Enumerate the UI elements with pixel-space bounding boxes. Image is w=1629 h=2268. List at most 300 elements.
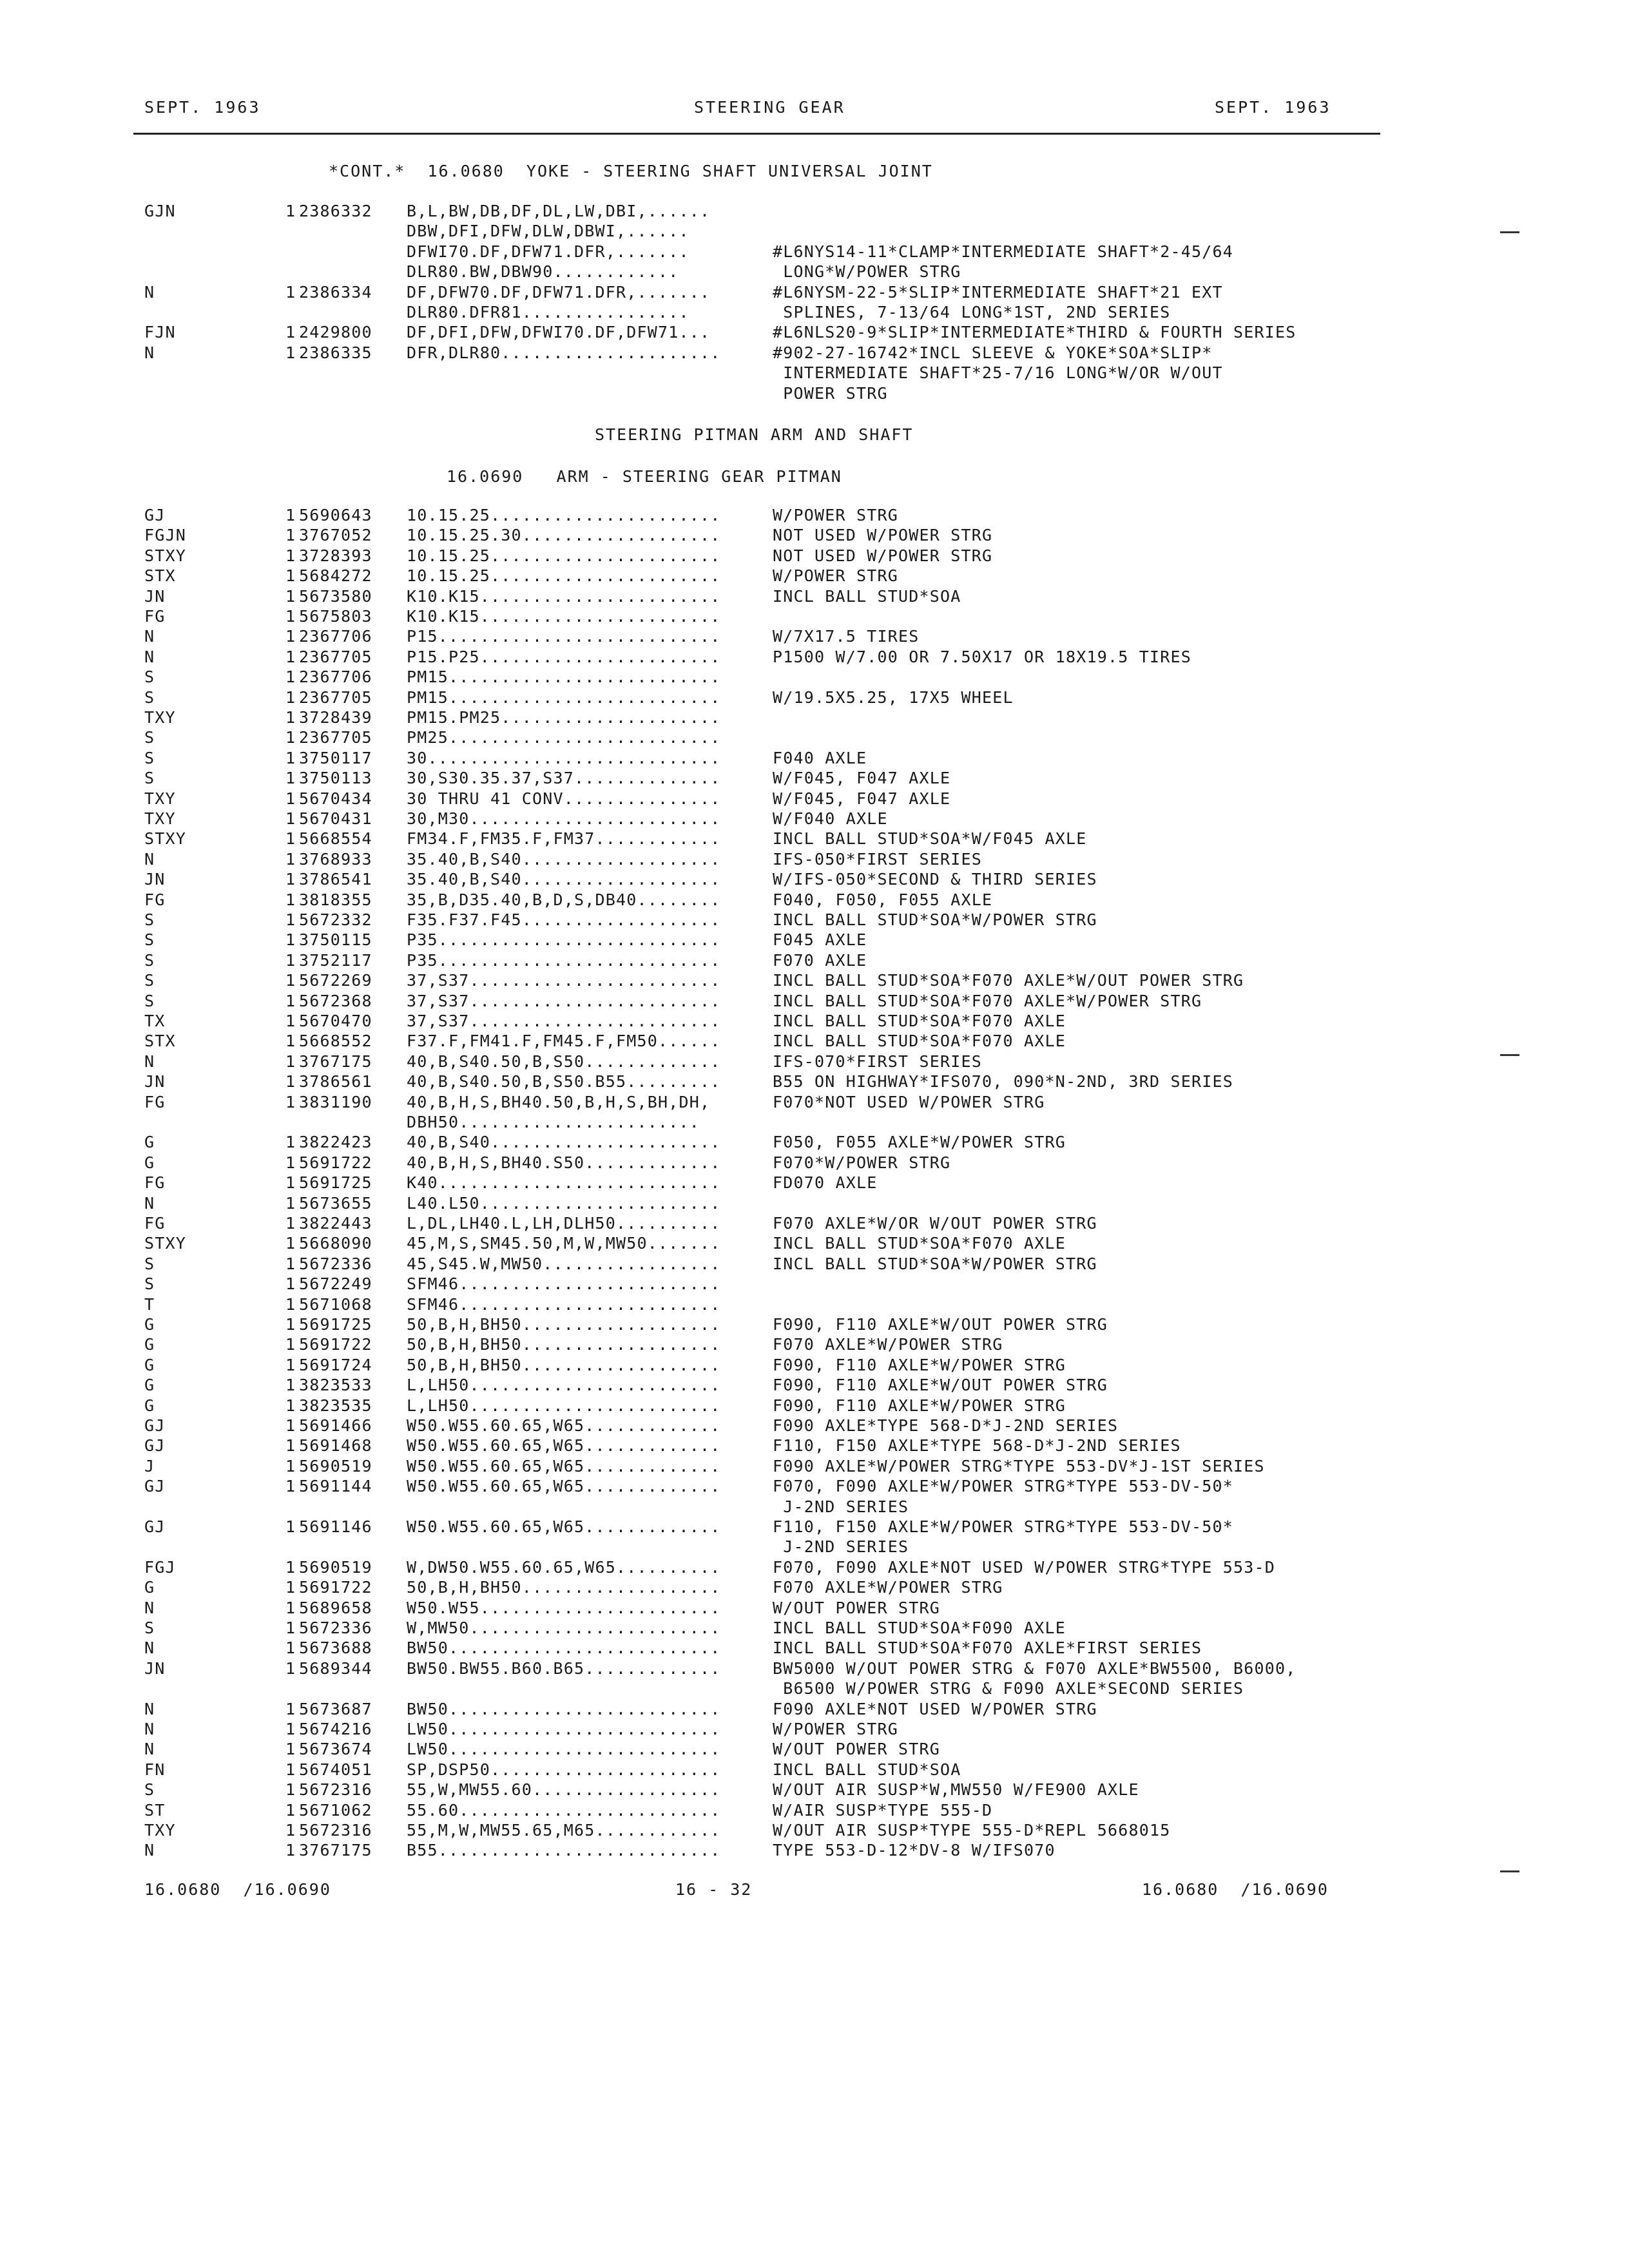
part-number: 5672249 [299,1274,372,1294]
model-code: S [144,1619,155,1637]
part-number: 2386335 [299,343,372,362]
model-code: TXY [144,789,176,808]
application: DFWI70.DF,DFW71.DFR,....... [407,242,689,261]
part-number: 5673688 [299,1639,372,1658]
model-code: N [144,1699,155,1718]
part-number: 2386334 [299,282,372,302]
application: 10.15.25...................... [407,546,721,565]
model-code: FJN [144,323,176,342]
description: INCL BALL STUD*SOA*F070 AXLE*W/OUT POWER STRG [773,971,1244,990]
model-code: FG [144,1092,166,1111]
model-code: G [144,1133,155,1152]
application: 40,B,S40...................... [407,1133,721,1152]
description: F070*NOT USED W/POWER STRG [773,1092,1045,1111]
description: F070 AXLE [773,950,867,970]
part-number: 5673674 [299,1740,372,1759]
part-number: 2367705 [299,687,372,707]
model-code: T [144,1294,155,1314]
footer-section-right: 16.0680 /16.0690 [1142,1880,1329,1899]
quantity: 1 [285,1052,296,1071]
quantity: 1 [285,546,296,565]
parts-row [144,1739,1407,1759]
application: PM15.PM25..................... [407,708,721,727]
part-number: 3750117 [299,748,372,767]
header-date-right: SEPT. 1963 [1215,98,1331,117]
model-code: S [144,930,155,950]
part-number: 5674216 [299,1720,372,1738]
part-number: 3767175 [299,1052,372,1071]
parts-row [144,1638,1407,1658]
application: 10.15.25...................... [407,506,721,524]
part-number: 3823535 [299,1396,372,1415]
quantity: 1 [285,1254,296,1273]
application: 50,B,H,BH50................... [407,1578,721,1597]
description: W/F045, F047 AXLE [773,789,951,808]
quantity: 1 [285,849,296,869]
parts-row [144,586,1407,606]
model-code: G [144,1396,155,1415]
description: NOT USED W/POWER STRG [773,526,993,545]
part-number: 5674051 [299,1760,372,1779]
part-number: 5675803 [299,607,372,626]
parts-row [144,1052,1407,1072]
parts-row [144,1760,1407,1780]
model-code: G [144,1335,155,1354]
quantity: 1 [285,829,296,849]
model-code: G [144,1355,155,1374]
part-number: 3767052 [299,526,372,545]
parts-row [144,221,1407,241]
model-code: G [144,1376,155,1395]
description: F090, F110 AXLE*W/POWER STRG [773,1396,1066,1415]
parts-row [144,1557,1407,1577]
quantity: 1 [285,1841,296,1860]
application: K40........................... [407,1173,721,1193]
application: SFM46......................... [407,1294,721,1314]
model-code: JN [144,586,166,606]
margin-mark [1500,1054,1519,1056]
description: P1500 W/7.00 OR 7.50X17 OR 18X19.5 TIRES [773,647,1192,666]
parts-row [144,262,1407,282]
model-code: S [144,1780,155,1800]
application: W50.W55.60.65,W65............. [407,1416,721,1435]
header-date-left: SEPT. 1963 [144,98,261,117]
quantity: 1 [285,1699,296,1718]
part-number: 5691722 [299,1578,372,1597]
footer-section-left: 16.0680 /16.0690 [144,1880,331,1899]
description: F110, F150 AXLE*TYPE 568-D*J-2ND SERIES [773,1436,1181,1456]
application: 10.15.25.30................... [407,526,721,545]
quantity: 1 [285,1456,296,1475]
description: F070 AXLE*W/POWER STRG [773,1578,1003,1597]
quantity: 1 [285,1315,296,1334]
part-number: 5673687 [299,1699,372,1718]
part-number: 5691725 [299,1173,372,1193]
quantity: 1 [285,1619,296,1637]
application: 37,S37........................ [407,1012,721,1030]
parts-row [144,363,1407,383]
application: BW50.......................... [407,1639,721,1658]
parts-row [144,768,1407,788]
model-code: TX [144,1012,166,1030]
parts-row [144,1800,1407,1820]
quantity: 1 [285,1153,296,1172]
parts-row [144,1132,1407,1152]
parts-row [144,1436,1407,1456]
part-number: 2367705 [299,647,372,666]
model-code: ST [144,1800,166,1820]
part-number: 5672316 [299,1821,372,1840]
part-number: 3823533 [299,1376,372,1395]
application: L,DL,LH40.L,LH,DLH50.......... [407,1214,721,1233]
parts-row [144,383,1407,403]
quantity: 1 [285,1477,296,1496]
parts-row [144,748,1407,768]
part-number: 3728439 [299,708,372,727]
application: 35.40,B,S40................... [407,870,721,889]
part-number: 5690519 [299,1456,372,1475]
description: J-2ND SERIES [773,1537,909,1557]
quantity: 1 [285,1578,296,1597]
part-number: 5691144 [299,1477,372,1496]
application: 40,B,S40.50,B,S50............. [407,1052,721,1071]
parts-row [144,707,1407,727]
quantity: 1 [285,202,296,220]
application: 30,M30........................ [407,809,721,828]
part-number: 5691468 [299,1436,372,1456]
parts-row [144,525,1407,545]
description: F070*W/POWER STRG [773,1153,951,1172]
parts-row [144,809,1407,829]
model-code: S [144,971,155,990]
application: BW50.BW55.B60.B65............. [407,1658,721,1678]
description: F090, F110 AXLE*W/POWER STRG [773,1355,1066,1374]
model-code: GJ [144,1477,166,1496]
parts-row [144,1476,1407,1496]
application: 50,B,H,BH50................... [407,1355,721,1374]
application: DF,DFW70.DF,DFW71.DFR,....... [407,282,711,302]
application: PM15.......................... [407,687,721,707]
description: F110, F150 AXLE*W/POWER STRG*TYPE 553-DV-50* [773,1517,1234,1536]
parts-row [144,1031,1407,1051]
quantity: 1 [285,1376,296,1395]
parts-row [144,1618,1407,1638]
parts-row [144,1820,1407,1840]
description: F090 AXLE*NOT USED W/POWER STRG [773,1699,1097,1718]
parts-row [144,1517,1407,1537]
part-number: 3786541 [299,870,372,889]
part-number: 5690519 [299,1557,372,1577]
parts-row [144,606,1407,626]
part-number: 5668554 [299,829,372,849]
application: L40.L50....................... [407,1193,721,1213]
quantity: 1 [285,526,296,545]
part-number: 3822443 [299,1214,372,1233]
parts-row [144,1416,1407,1436]
quantity: 1 [285,607,296,626]
application: W,MW50........................ [407,1619,721,1637]
part-number: 2367706 [299,627,372,646]
part-number: 2386332 [299,202,372,220]
quantity: 1 [285,1234,296,1253]
part-number: 3786561 [299,1072,372,1091]
part-number: 5689658 [299,1598,372,1617]
quantity: 1 [285,1214,296,1233]
model-code: S [144,910,155,929]
parts-row [144,1294,1407,1314]
model-code: S [144,769,155,788]
part-number: 3750113 [299,769,372,788]
part-number: 5691724 [299,1355,372,1374]
section-title: 16.0690 ARM - STEERING GEAR PITMAN [447,467,842,486]
description: F050, F055 AXLE*W/POWER STRG [773,1133,1066,1152]
quantity: 1 [285,1416,296,1435]
part-number: 5672332 [299,910,372,929]
model-code: TXY [144,1821,176,1840]
quantity: 1 [285,1517,296,1536]
parts-row [144,1193,1407,1213]
description: W/POWER STRG [773,506,899,524]
description: LONG*W/POWER STRG [773,262,961,282]
parts-row [144,1456,1407,1476]
model-code: FG [144,890,166,909]
description: F070 AXLE*W/POWER STRG [773,1335,1003,1354]
model-code: STX [144,1032,176,1051]
parts-row [144,991,1407,1011]
application: 35,B,D35.40,B,D,S,DB40........ [407,890,721,909]
parts-row [144,1173,1407,1193]
parts-row [144,505,1407,525]
model-code: G [144,1153,155,1172]
quantity: 1 [285,1598,296,1617]
description: W/F045, F047 AXLE [773,769,951,788]
description: INCL BALL STUD*SOA*F070 AXLE [773,1012,1066,1030]
description: W/OUT AIR SUSP*W,MW550 W/FE900 AXLE [773,1780,1139,1800]
parts-row [144,1577,1407,1597]
part-number: 5672269 [299,971,372,990]
model-code: N [144,282,155,302]
application: W50.W55.60.65,W65............. [407,1477,721,1496]
quantity: 1 [285,971,296,990]
description: F045 AXLE [773,930,867,950]
part-number: 5689344 [299,1658,372,1678]
application: 45,S45.W,MW50................. [407,1254,721,1273]
model-code: STXY [144,829,187,849]
quantity: 1 [285,1780,296,1800]
parts-row [144,546,1407,566]
quantity: 1 [285,687,296,707]
model-code: N [144,1052,155,1071]
parts-row [144,1254,1407,1274]
description: SPLINES, 7-13/64 LONG*1ST, 2ND SERIES [773,303,1171,322]
quantity: 1 [285,809,296,828]
quantity: 1 [285,566,296,586]
model-code: TXY [144,809,176,828]
quantity: 1 [285,1012,296,1030]
description: FD070 AXLE [773,1173,878,1193]
description: F090, F110 AXLE*W/OUT POWER STRG [773,1315,1108,1334]
description: INCL BALL STUD*SOA*F070 AXLE [773,1234,1066,1253]
parts-row [144,1112,1407,1132]
quantity: 1 [285,1740,296,1759]
part-number: 3750115 [299,930,372,950]
parts-row [144,343,1407,363]
model-code: N [144,1639,155,1658]
quantity: 1 [285,647,296,666]
parts-row [144,566,1407,586]
margin-mark [1500,231,1519,233]
quantity: 1 [285,890,296,909]
parts-row [144,1658,1407,1678]
model-code: G [144,1315,155,1334]
part-number: 3767175 [299,1841,372,1860]
description: W/AIR SUSP*TYPE 555-D [773,1800,993,1820]
application: LW50.......................... [407,1720,721,1738]
quantity: 1 [285,668,296,687]
parts-row [144,302,1407,322]
parts-row [144,1011,1407,1031]
application: PM15.......................... [407,668,721,687]
part-number: 5684272 [299,566,372,586]
parts-row [144,1213,1407,1233]
description: F090 AXLE*TYPE 568-D*J-2ND SERIES [773,1416,1119,1435]
parts-row [144,1314,1407,1334]
quantity: 1 [285,1800,296,1820]
model-code: S [144,668,155,687]
quantity: 1 [285,870,296,889]
description: INCL BALL STUD*SOA [773,1760,961,1779]
description: W/OUT AIR SUSP*TYPE 555-D*REPL 5668015 [773,1821,1171,1840]
description: #L6NYSM-22-5*SLIP*INTERMEDIATE SHAFT*21 EXT [773,282,1223,302]
model-code: S [144,950,155,970]
model-code: JN [144,1658,166,1678]
quantity: 1 [285,1072,296,1091]
parts-row [144,1396,1407,1416]
description: BW5000 W/OUT POWER STRG & F070 AXLE*BW5500, B6000, [773,1658,1296,1678]
application: 55,M,W,MW55.65,M65............ [407,1821,721,1840]
quantity: 1 [285,586,296,606]
model-code: FGJ [144,1557,176,1577]
description: #L6NLS20-9*SLIP*INTERMEDIATE*THIRD & FOURTH SERIES [773,323,1296,342]
description: F070 AXLE*W/OR W/OUT POWER STRG [773,1214,1097,1233]
model-code: FG [144,1214,166,1233]
model-code: STX [144,566,176,586]
model-code: N [144,627,155,646]
application: 50,B,H,BH50................... [407,1335,721,1354]
description: J-2ND SERIES [773,1497,909,1516]
model-code: N [144,1598,155,1617]
quantity: 1 [285,769,296,788]
application: F35.F37.F45................... [407,910,721,929]
description: F070, F090 AXLE*W/POWER STRG*TYPE 553-DV-50* [773,1477,1234,1496]
quantity: 1 [285,748,296,767]
part-number: 5673580 [299,586,372,606]
application: LW50.......................... [407,1740,721,1759]
parts-row [144,1355,1407,1375]
quantity: 1 [285,1436,296,1456]
parts-row [144,626,1407,646]
part-number: 5671068 [299,1294,372,1314]
description: #902-27-16742*INCL SLEEVE & YOKE*SOA*SLIP* [773,343,1213,362]
application: 35.40,B,S40................... [407,849,721,869]
quantity: 1 [285,1193,296,1213]
parts-row [144,869,1407,889]
part-number: 5691722 [299,1335,372,1354]
model-code: JN [144,870,166,889]
application: DLR80.BW,DBW90............ [407,262,679,282]
part-number: 5670470 [299,1012,372,1030]
part-number: 5672368 [299,991,372,1010]
parts-row [144,849,1407,869]
description: INCL BALL STUD*SOA [773,586,961,606]
application: K10.K15....................... [407,607,721,626]
model-code: N [144,1193,155,1213]
parts-row [144,1497,1407,1517]
application: SP,DSP50...................... [407,1760,721,1779]
application: W50.W55.60.65,W65............. [407,1517,721,1536]
header-rule [133,133,1380,135]
model-code: N [144,849,155,869]
part-number: 5673655 [299,1193,372,1213]
parts-row [144,1334,1407,1354]
description: B55 ON HIGHWAY*IFS070, 090*N-2ND, 3RD SERIES [773,1072,1234,1091]
model-code: G [144,1578,155,1597]
description: #L6NYS14-11*CLAMP*INTERMEDIATE SHAFT*2-45/64 [773,242,1234,261]
part-number: 5670434 [299,789,372,808]
description: W/IFS-050*SECOND & THIRD SERIES [773,870,1097,889]
part-number: 5672316 [299,1780,372,1800]
quantity: 1 [285,1396,296,1415]
application: W50.W55....................... [407,1598,721,1617]
description: POWER STRG [773,383,888,403]
quantity: 1 [285,1335,296,1354]
model-code: STXY [144,1234,187,1253]
application: 30 THRU 41 CONV............... [407,789,721,808]
description: INTERMEDIATE SHAFT*25-7/16 LONG*W/OR W/OUT [773,363,1223,383]
parts-row [144,930,1407,950]
description: IFS-050*FIRST SERIES [773,849,983,869]
quantity: 1 [285,1355,296,1374]
parts-row [144,970,1407,990]
parts-row [144,789,1407,809]
description: W/7X17.5 TIRES [773,627,920,646]
model-code: FGJN [144,526,187,545]
quantity: 1 [285,1032,296,1051]
part-number: 5671062 [299,1800,372,1820]
quantity: 1 [285,1821,296,1840]
quantity: 1 [285,1294,296,1314]
quantity: 1 [285,728,296,747]
quantity: 1 [285,1639,296,1658]
parts-row [144,1072,1407,1091]
model-code: FN [144,1760,166,1779]
quantity: 1 [285,1557,296,1577]
application: W,DW50.W55.60.65,W65.......... [407,1557,721,1577]
parts-row [144,201,1407,221]
application: 55.60......................... [407,1800,721,1820]
header-title: STEERING GEAR [694,98,845,117]
parts-row [144,950,1407,970]
application: DF,DFI,DFW,DFWI70.DF,DFW71... [407,323,711,342]
application: 37,S37........................ [407,971,721,990]
application: P35........................... [407,930,721,950]
quantity: 1 [285,930,296,950]
application: B,L,BW,DB,DF,DL,LW,DBI,...... [407,202,711,220]
description: INCL BALL STUD*SOA*F070 AXLE [773,1032,1066,1051]
application: P35........................... [407,950,721,970]
parts-row [144,667,1407,687]
part-number: 2367705 [299,728,372,747]
